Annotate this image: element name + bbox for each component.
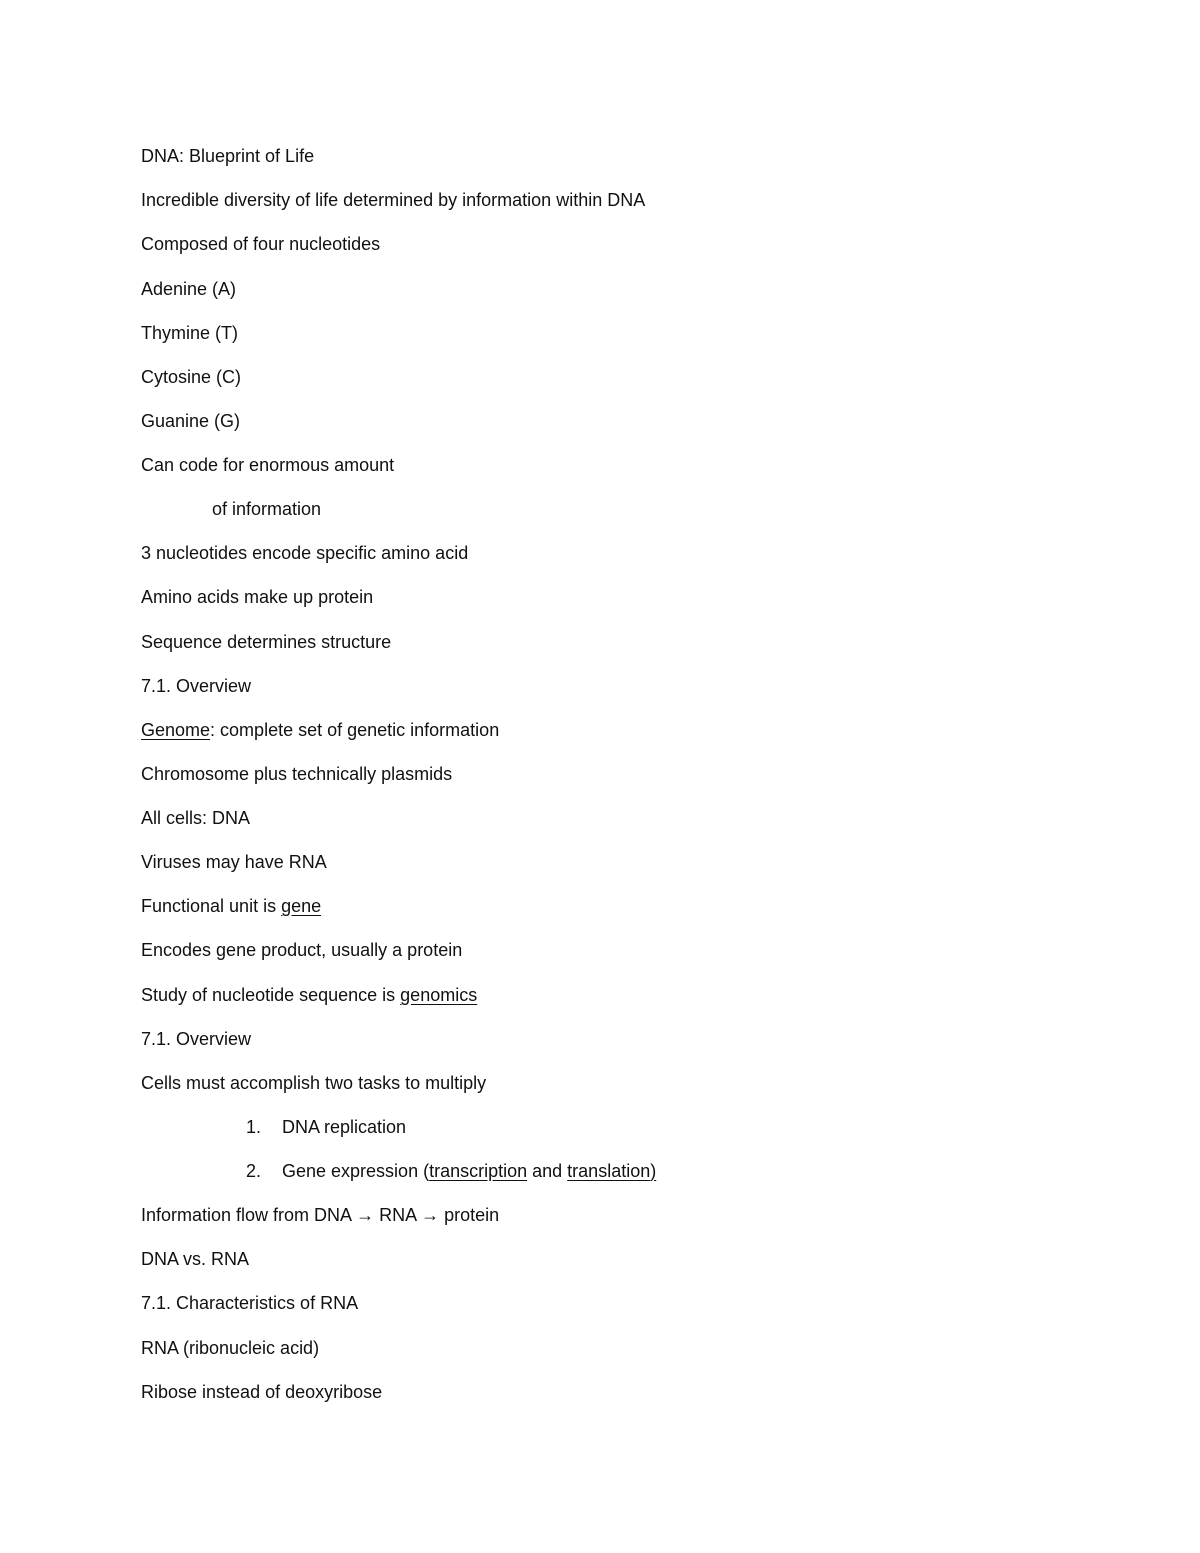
list-text-prefix: Gene expression ( <box>282 1161 430 1181</box>
text-line: 3 nucleotides encode specific amino acid <box>141 543 469 563</box>
text-line: Sequence determines structure <box>141 632 392 652</box>
text-line: Cells must accomplish two tasks to multiply <box>141 1073 487 1093</box>
genome-term: Genome <box>141 720 211 740</box>
text-line: Adenine (A) <box>141 279 237 299</box>
study-prefix: Study of nucleotide sequence is <box>141 985 401 1005</box>
text-line-indented: of information <box>212 499 322 519</box>
section-heading: 7.1. Overview <box>141 676 252 696</box>
functional-unit-line <box>141 893 321 919</box>
text-line: Cytosine (C) <box>141 367 242 387</box>
text-line: DNA vs. RNA <box>141 1249 250 1269</box>
text-line: Thymine (T) <box>141 323 239 343</box>
section-heading: 7.1. Overview <box>141 1029 252 1049</box>
functional-prefix: Functional unit is <box>141 896 282 916</box>
genome-line <box>141 717 499 743</box>
text-line: Incredible diversity of life determined by information within DNA <box>141 190 646 210</box>
text-line: Information flow from DNA → RNA → protein <box>141 1205 500 1225</box>
genomics-term: genomics <box>400 985 478 1005</box>
text-line: Ribose instead of deoxyribose <box>141 1382 383 1402</box>
text-line: Encodes gene product, usually a protein <box>141 940 463 960</box>
list-text-mid: and <box>527 1161 568 1181</box>
list-text: DNA replication <box>282 1117 407 1137</box>
list-number: 2. <box>246 1161 262 1181</box>
section-heading: 7.1. Characteristics of RNA <box>141 1293 359 1313</box>
list-text-suffix: ) <box>650 1161 657 1181</box>
list-item <box>246 1114 406 1140</box>
text-line: Viruses may have RNA <box>141 852 327 872</box>
text-line: RNA (ribonucleic acid) <box>141 1338 320 1358</box>
transcription-term: transcription <box>429 1161 528 1181</box>
translation-term: translation <box>567 1161 651 1181</box>
list-number: 1. <box>246 1117 262 1137</box>
text-line: Amino acids make up protein <box>141 587 374 607</box>
study-line <box>141 982 477 1008</box>
gene-term: gene <box>281 896 322 916</box>
document-title: DNA: Blueprint of Life <box>141 146 315 166</box>
genome-definition: : complete set of genetic information <box>210 720 500 740</box>
text-line: Composed of four nucleotides <box>141 234 381 254</box>
list-item <box>246 1158 656 1184</box>
text-line: Can code for enormous amount <box>141 455 395 475</box>
text-line: Chromosome plus technically plasmids <box>141 764 453 784</box>
text-line: All cells: DNA <box>141 808 251 828</box>
text-line: Guanine (G) <box>141 411 241 431</box>
